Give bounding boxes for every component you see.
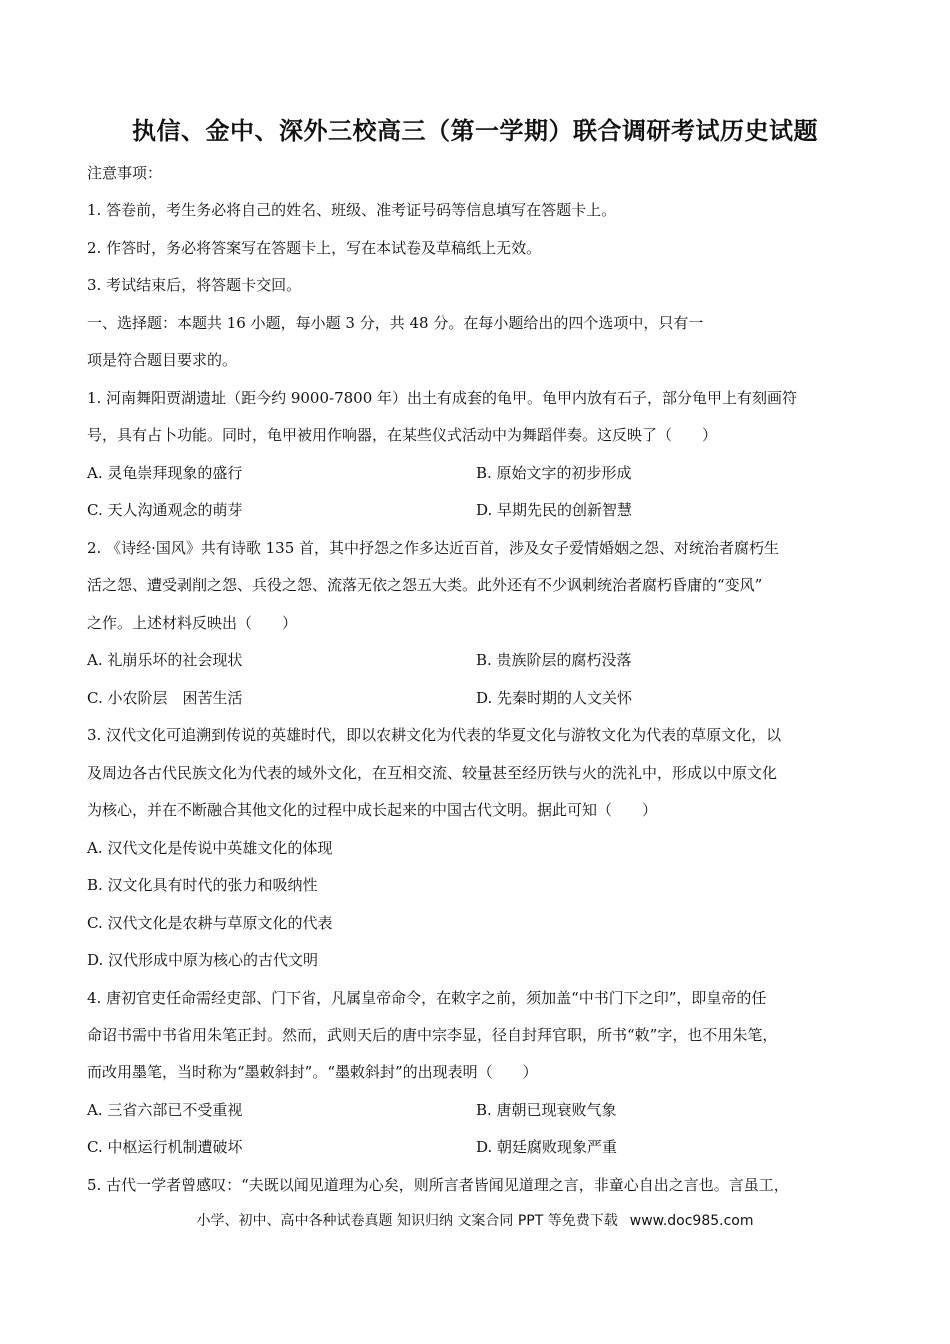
page-title: 执信、金中、深外三校高三（第一学期）联合调研考试历史试题 (132, 117, 818, 145)
question-1-text: 1. 河南舞阳贾湖遗址（距今约 9000-7800 年）出土有成套的龟甲。龟甲内放有石子，部分龟甲上有刻画符 (87, 389, 798, 407)
question-5-text: 5. 古代一学者曾感叹：“夫既以闻见道理为心矣，则所言者皆闻见道理之言，非童心自出之言也。言虽工， (87, 1176, 789, 1194)
question-4-option-b: B. 唐朝已现衰败气象 (476, 1101, 617, 1119)
question-4-text: 4. 唐初官吏任命需经吏部、门下省，凡属皇帝命令，在敕字之前，须加盖“中书门下之印”，即皇帝的任 (87, 989, 767, 1007)
footer-url[interactable]: www.doc985.com (629, 1213, 754, 1229)
notice-item: 1. 答卷前，考生务必将自己的姓名、班级、准考证号码等信息填写在答题卡上。 (87, 201, 617, 219)
question-2-text: 2. 《诗经·国风》共有诗歌 135 首，其中抒怨之作多达近百首，涉及女子爱情婚姻之怨、对统治者腐朽生 (87, 539, 780, 557)
page-footer (120, 1210, 830, 1230)
question-2-option-d: D. 先秦时期的人文关怀 (476, 689, 633, 707)
question-4-option-c: C. 中枢运行机制遭破坏 (87, 1138, 243, 1156)
question-4-text: 命诏书需中书省用朱笔正封。然而，武则天后的唐中宗李显，径自封拜官职，所书“敕”字，也不用朱笔， (87, 1026, 778, 1044)
question-3-option-a: A. 汉代文化是传说中英雄文化的体现 (87, 839, 333, 857)
notice-item: 2. 作答时，务必将答案写在答题卡上，写在本试卷及草稿纸上无效。 (87, 239, 542, 257)
question-3-text: 3. 汉代文化可追溯到传说的英雄时代，即以农耕文化为代表的华夏文化与游牧文化为代表的草原文化，以 (87, 726, 782, 744)
section-heading-cont: 项是符合题目要求的。 (87, 351, 238, 369)
notice-heading: 注意事项： (87, 164, 163, 182)
question-1-option-d: D. 早期先民的创新智慧 (476, 501, 633, 519)
question-2-option-b: B. 贵族阶层的腐朽没落 (476, 651, 632, 669)
question-3-option-d: D. 汉代形成中原为核心的古代文明 (87, 951, 319, 969)
question-2-text: 活之怨、遭受剥削之怨、兵役之怨、流落无依之怨五大类。此外还有不少讽刺统治者腐朽昏庸的“变风” (87, 576, 763, 594)
question-3-option-c: C. 汉代文化是农耕与草原文化的代表 (87, 914, 333, 932)
question-2-text: 之作。上述材料反映出（ ） (87, 614, 298, 632)
question-3-text: 及周边各古代民族文化为代表的域外文化，在互相交流、较量甚至经历铁与火的洗礼中，形成以中原文化 (87, 764, 778, 782)
footer-text: 小学、初中、高中各种试卷真题 知识归纳 文案合同 PPT 等免费下载 (196, 1213, 618, 1229)
question-1-text: 号，具有占卜功能。同时，龟甲被用作响器，在某些仪式活动中为舞蹈伴奏。这反映了（ ） (87, 426, 718, 444)
question-1-option-b: B. 原始文字的初步形成 (476, 464, 632, 482)
question-4-text: 而改用墨笔，当时称为“墨敕斜封”。“墨敕斜封”的出现表明（ ） (87, 1063, 538, 1081)
notice-item: 3. 考试结束后，将答题卡交回。 (87, 276, 302, 294)
question-3-option-b: B. 汉文化具有时代的张力和吸纳性 (87, 876, 318, 894)
question-3-text: 为核心，并在不断融合其他文化的过程中成长起来的中国古代文明。据此可知（ ） (87, 801, 658, 819)
question-4-option-a: A. 三省六部已不受重视 (87, 1101, 243, 1119)
question-2-option-c: C. 小农阶层 困苦生活 (87, 689, 243, 707)
section-heading: 一、选择题：本题共 16 小题，每小题 3 分，共 48 分。在每小题给出的四个选项中，只有一 (87, 314, 704, 332)
question-2-option-a: A. 礼崩乐坏的社会现状 (87, 651, 243, 669)
question-1-option-c: C. 天人沟通观念的萌芽 (87, 501, 243, 519)
question-1-option-a: A. 灵龟崇拜现象的盛行 (87, 464, 243, 482)
question-4-option-d: D. 朝廷腐败现象严重 (476, 1138, 618, 1156)
